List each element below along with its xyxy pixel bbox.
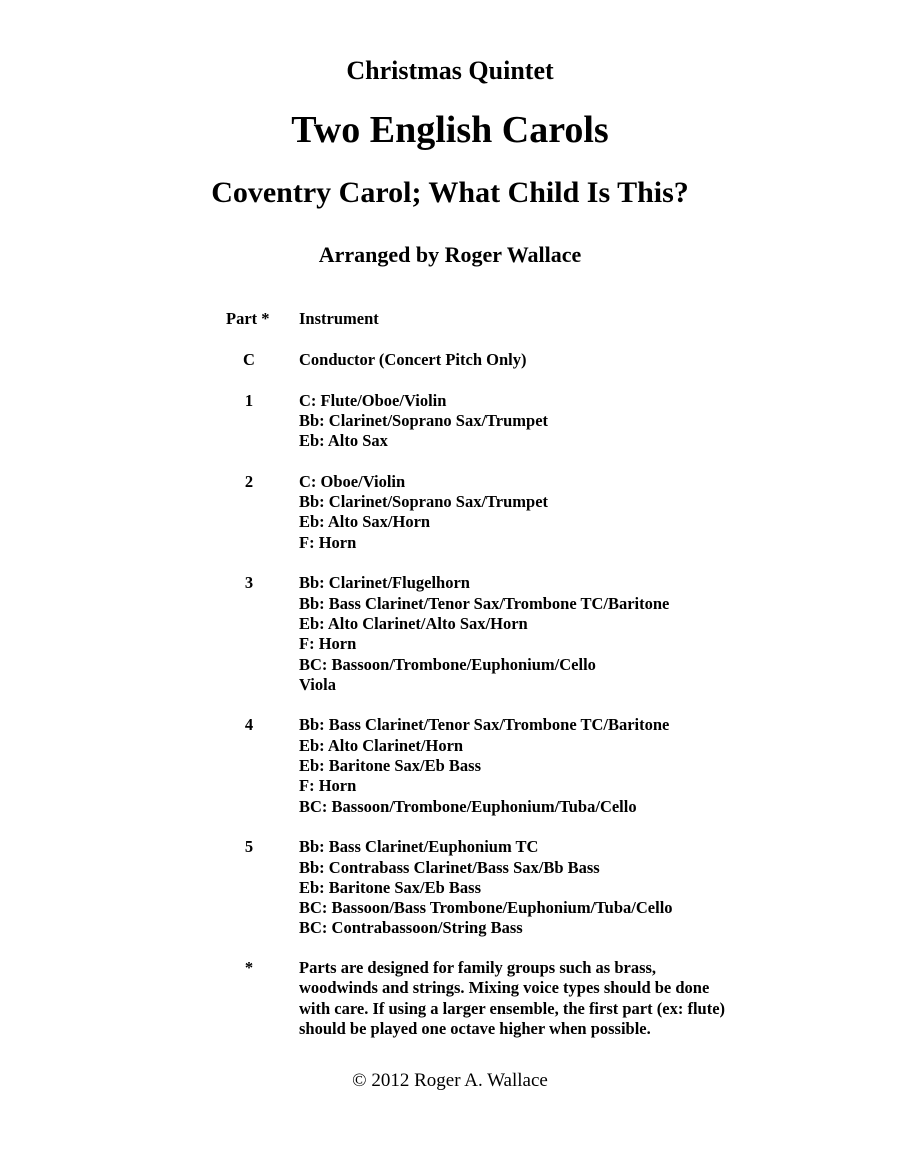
subtitle: Coventry Carol; What Child Is This? (211, 176, 689, 209)
part-number: 3 (244, 573, 254, 593)
instrument-line: Bb: Bass Clarinet/Tenor Sax/Trombone TC/Baritone (299, 593, 670, 613)
instrument-line: BC: Bassoon/Bass Trombone/Euphonium/Tuba/Cello (299, 898, 673, 918)
part-number: 2 (244, 471, 254, 491)
instrument-line: Eb: Alto Clarinet/Alto Sax/Horn (299, 613, 528, 633)
arranger-credit: Arranged by Roger Wallace (318, 242, 582, 267)
part-number: 1 (244, 390, 254, 410)
instrument-line: Eb: Alto Clarinet/Horn (299, 735, 464, 755)
instrument-line: Bb: Bass Clarinet/Tenor Sax/Trombone TC/Baritone (299, 715, 670, 735)
copyright-notice: © 2012 Roger A. Wallace (352, 1070, 548, 1091)
page-title: Two English Carols (291, 109, 609, 151)
instrument-line: Viola (299, 674, 336, 694)
instrument-line: Bb: Bass Clarinet/Euphonium TC (299, 837, 539, 857)
instrument-line: C: Flute/Oboe/Violin (299, 390, 447, 410)
instrument-line: Conductor (Concert Pitch Only) (299, 350, 527, 369)
part-number: 5 (244, 837, 254, 857)
footnote-text: Parts are designed for family groups such as brass, woodwinds and strings. Mixing voice types should be done with care. If using a larger ensemble, the first part (ex: flute) should be played one octave higher when possible. (299, 958, 726, 1038)
instrument-line: Eb: Alto Sax/Horn (299, 512, 431, 532)
footnote-marker: * (244, 958, 254, 977)
instrument-line: Bb: Clarinet/Flugelhorn (299, 573, 470, 593)
column-header-instrument: Instrument (299, 309, 379, 328)
instrument-line: Eb: Baritone Sax/Eb Bass (299, 877, 481, 897)
instrument-line: BC: Contrabassoon/String Bass (299, 918, 523, 938)
instrument-line: F: Horn (299, 634, 357, 654)
instrument-line: Bb: Clarinet/Soprano Sax/Trumpet (299, 492, 549, 512)
part-number: 4 (244, 715, 254, 735)
instrument-line: Eb: Baritone Sax/Eb Bass (299, 756, 481, 775)
instrument-line: F: Horn (299, 532, 357, 552)
series-title: Christmas Quintet (346, 56, 554, 85)
instrument-line: BC: Bassoon/Trombone/Euphonium/Tuba/Cello (299, 796, 637, 816)
part-number: C (243, 350, 255, 369)
instrument-line: Bb: Clarinet/Soprano Sax/Trumpet (299, 410, 549, 430)
instrument-line: BC: Bassoon/Trombone/Euphonium/Cello (299, 654, 596, 674)
column-header-part: Part * (226, 309, 270, 328)
instrument-line: C: Oboe/Violin (299, 471, 406, 491)
instrument-line: Eb: Alto Sax (299, 431, 388, 451)
instrument-line: Bb: Contrabass Clarinet/Bass Sax/Bb Bass (299, 857, 600, 877)
instrument-line: F: Horn (299, 776, 357, 796)
